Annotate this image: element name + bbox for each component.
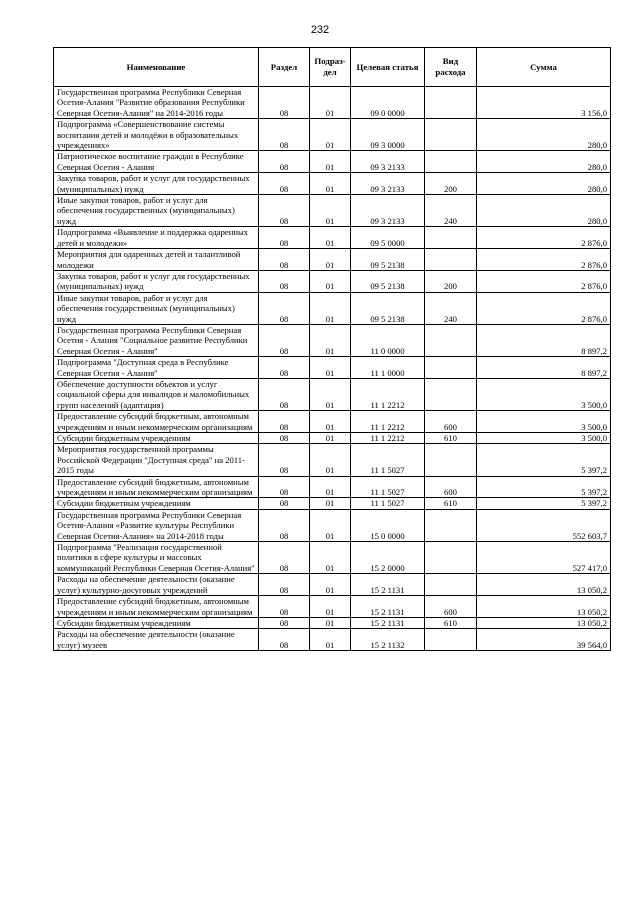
page-number: 232 <box>310 24 330 36</box>
row-section: 08 <box>259 509 310 541</box>
row-amount: 280,0 <box>477 173 611 195</box>
row-section: 08 <box>259 617 310 628</box>
row-expense: 610 <box>425 433 477 444</box>
row-expense <box>425 357 477 379</box>
row-section: 08 <box>259 574 310 596</box>
row-target: 09 3 2133 <box>351 151 425 173</box>
row-section: 08 <box>259 173 310 195</box>
row-subsection: 01 <box>310 173 351 195</box>
row-amount: 3 500,0 <box>477 433 611 444</box>
table-header-row <box>54 48 611 87</box>
table-body <box>54 87 611 651</box>
row-name: Субсидии бюджетным учреждениям <box>54 498 259 509</box>
row-name: Подпрограмма «Совершенствование системы воспитания детей и молодёжи в образовательных учреждениях» <box>54 119 259 151</box>
table-row <box>54 87 611 119</box>
row-target: 15 2 0000 <box>351 542 425 574</box>
row-expense: 600 <box>425 476 477 498</box>
row-subsection: 01 <box>310 292 351 324</box>
row-section: 08 <box>259 357 310 379</box>
row-expense <box>425 629 477 651</box>
row-section: 08 <box>259 498 310 509</box>
row-name: Патриотическое воспитание граждан в Республике Северная Осетия - Алания <box>54 151 259 173</box>
row-name: Обеспечение доступности объектов и услуг социальной сферы для инвалидов и маломобильных групп населений (адаптация) <box>54 378 259 410</box>
row-name: Расходы на обеспечение деятельности (оказание услуг) музеев <box>54 629 259 651</box>
table-row <box>54 476 611 498</box>
table-row <box>54 195 611 227</box>
row-target: 11 1 0000 <box>351 357 425 379</box>
row-name: Подпрограмма "Реализация государственной политики в сфере культуры и массовых коммуникаций Республики Северная Осетия-Алания" <box>54 542 259 574</box>
table-row <box>54 411 611 433</box>
row-name: Иные закупки товаров, работ и услуг для обеспечения государственных (муниципальных) нужд <box>54 292 259 324</box>
row-expense: 600 <box>425 596 477 618</box>
header-subsection: Подраз-дел <box>310 48 351 87</box>
row-subsection: 01 <box>310 195 351 227</box>
row-target: 11 1 5027 <box>351 476 425 498</box>
row-amount: 2 876,0 <box>477 292 611 324</box>
row-name: Государственная программа Республики Северная Осетия-Алания «Развитие культуры Республики Северная Осетия-Алания» на 2014-2018 годы <box>54 509 259 541</box>
row-name: Субсидии бюджетным учреждениям <box>54 617 259 628</box>
row-target: 09 0 0000 <box>351 87 425 119</box>
row-section: 08 <box>259 151 310 173</box>
row-expense: 200 <box>425 173 477 195</box>
table-row <box>54 270 611 292</box>
row-section: 08 <box>259 444 310 476</box>
row-section: 08 <box>259 433 310 444</box>
row-amount: 3 156,0 <box>477 87 611 119</box>
table-row <box>54 509 611 541</box>
row-subsection: 01 <box>310 476 351 498</box>
row-amount: 2 876,0 <box>477 249 611 271</box>
row-amount: 527 417,0 <box>477 542 611 574</box>
header-name: Наименование <box>54 48 259 87</box>
table-row <box>54 357 611 379</box>
row-amount: 280,0 <box>477 119 611 151</box>
row-section: 08 <box>259 195 310 227</box>
row-name: Иные закупки товаров, работ и услуг для обеспечения государственных (муниципальных) нужд <box>54 195 259 227</box>
table-row <box>54 119 611 151</box>
table-row <box>54 542 611 574</box>
row-expense: 600 <box>425 411 477 433</box>
row-target: 11 1 2212 <box>351 378 425 410</box>
row-expense <box>425 87 477 119</box>
row-expense: 200 <box>425 270 477 292</box>
table-row <box>54 444 611 476</box>
row-name: Предоставление субсидий бюджетным, автономным учреждениям и иным некоммерческим организациям <box>54 476 259 498</box>
row-expense <box>425 542 477 574</box>
table-row <box>54 433 611 444</box>
row-name: Закупка товаров, работ и услуг для государственных (муниципальных) нужд <box>54 173 259 195</box>
row-target: 11 1 2212 <box>351 411 425 433</box>
table-row <box>54 227 611 249</box>
row-expense <box>425 324 477 356</box>
row-target: 15 2 1131 <box>351 596 425 618</box>
row-subsection: 01 <box>310 542 351 574</box>
table-row <box>54 498 611 509</box>
row-target: 09 5 0000 <box>351 227 425 249</box>
row-amount: 39 564,0 <box>477 629 611 651</box>
row-target: 09 5 2138 <box>351 292 425 324</box>
row-section: 08 <box>259 270 310 292</box>
table-row <box>54 151 611 173</box>
row-name: Подпрограмма "Доступная среда в Республике Северная Осетия - Алания" <box>54 357 259 379</box>
row-expense: 610 <box>425 617 477 628</box>
row-name: Государственная программа Республики Северная Осетия-Алания "Развитие образования Республики Северная Осетия-Алания" на 2014-2016 годы <box>54 87 259 119</box>
row-expense: 240 <box>425 195 477 227</box>
row-amount: 13 050,2 <box>477 574 611 596</box>
table-row <box>54 173 611 195</box>
row-subsection: 01 <box>310 433 351 444</box>
row-expense <box>425 574 477 596</box>
table-row <box>54 617 611 628</box>
row-section: 08 <box>259 249 310 271</box>
row-name: Субсидии бюджетным учреждениям <box>54 433 259 444</box>
row-target: 15 2 1131 <box>351 617 425 628</box>
row-target: 15 2 1131 <box>351 574 425 596</box>
row-name: Закупка товаров, работ и услуг для государственных (муниципальных) нужд <box>54 270 259 292</box>
row-section: 08 <box>259 411 310 433</box>
row-amount: 5 397,2 <box>477 476 611 498</box>
row-subsection: 01 <box>310 227 351 249</box>
row-amount: 5 397,2 <box>477 444 611 476</box>
row-subsection: 01 <box>310 119 351 151</box>
row-section: 08 <box>259 227 310 249</box>
row-target: 11 0 0000 <box>351 324 425 356</box>
row-subsection: 01 <box>310 617 351 628</box>
header-expense: Вид расхода <box>425 48 477 87</box>
table-row <box>54 378 611 410</box>
row-subsection: 01 <box>310 444 351 476</box>
row-target: 09 5 2138 <box>351 270 425 292</box>
row-subsection: 01 <box>310 87 351 119</box>
row-target: 09 3 0000 <box>351 119 425 151</box>
row-target: 09 3 2133 <box>351 173 425 195</box>
row-name: Предоставление субсидий бюджетным, автономным учреждениям и иным некоммерческим организациям <box>54 411 259 433</box>
table-row <box>54 574 611 596</box>
row-expense <box>425 249 477 271</box>
row-section: 08 <box>259 378 310 410</box>
row-subsection: 01 <box>310 596 351 618</box>
row-target: 09 3 2133 <box>351 195 425 227</box>
row-amount: 8 897,2 <box>477 324 611 356</box>
row-section: 08 <box>259 629 310 651</box>
row-section: 08 <box>259 119 310 151</box>
row-subsection: 01 <box>310 357 351 379</box>
row-expense <box>425 151 477 173</box>
row-name: Подпрограмма «Выявление и поддержка одаренных детей и молодежи» <box>54 227 259 249</box>
row-amount: 2 876,0 <box>477 227 611 249</box>
row-section: 08 <box>259 292 310 324</box>
row-target: 11 1 2212 <box>351 433 425 444</box>
budget-table <box>53 47 611 651</box>
row-amount: 552 603,7 <box>477 509 611 541</box>
table-row <box>54 629 611 651</box>
row-subsection: 01 <box>310 151 351 173</box>
header-target: Целевая статья <box>351 48 425 87</box>
row-amount: 3 500,0 <box>477 378 611 410</box>
row-expense: 240 <box>425 292 477 324</box>
table-row <box>54 249 611 271</box>
row-name: Мероприятия для одаренных детей и талантливой молодежи <box>54 249 259 271</box>
row-target: 11 1 5027 <box>351 444 425 476</box>
row-amount: 13 050,2 <box>477 596 611 618</box>
row-amount: 280,0 <box>477 151 611 173</box>
row-target: 09 5 2138 <box>351 249 425 271</box>
row-subsection: 01 <box>310 378 351 410</box>
table-row <box>54 324 611 356</box>
table-row <box>54 292 611 324</box>
row-expense <box>425 509 477 541</box>
row-section: 08 <box>259 87 310 119</box>
row-target: 15 2 1132 <box>351 629 425 651</box>
row-subsection: 01 <box>310 270 351 292</box>
row-name: Предоставление субсидий бюджетным, автономным учреждениям и иным некоммерческим организациям <box>54 596 259 618</box>
header-amount: Сумма <box>477 48 611 87</box>
row-subsection: 01 <box>310 574 351 596</box>
row-expense <box>425 378 477 410</box>
row-subsection: 01 <box>310 249 351 271</box>
row-expense: 610 <box>425 498 477 509</box>
row-amount: 13 050,2 <box>477 617 611 628</box>
row-section: 08 <box>259 596 310 618</box>
row-expense <box>425 227 477 249</box>
header-section: Раздел <box>259 48 310 87</box>
row-amount: 5 397,2 <box>477 498 611 509</box>
row-section: 08 <box>259 324 310 356</box>
row-name: Расходы на обеспечение деятельности (оказание услуг) культурно-досуговых учреждений <box>54 574 259 596</box>
row-amount: 280,0 <box>477 195 611 227</box>
row-target: 15 0 0000 <box>351 509 425 541</box>
row-expense <box>425 119 477 151</box>
row-target: 11 1 5027 <box>351 498 425 509</box>
row-expense <box>425 444 477 476</box>
row-section: 08 <box>259 542 310 574</box>
row-amount: 3 500,0 <box>477 411 611 433</box>
table-row <box>54 596 611 618</box>
row-name: Мероприятия государственной программы Российской Федерации "Доступная среда" на 2011-2015 годы <box>54 444 259 476</box>
row-amount: 8 897,2 <box>477 357 611 379</box>
row-section: 08 <box>259 476 310 498</box>
row-name: Государственная программа Республики Северная Осетия - Алания "Социальное развитие Республики Северная Осетия - Алания" <box>54 324 259 356</box>
row-subsection: 01 <box>310 509 351 541</box>
row-subsection: 01 <box>310 629 351 651</box>
row-subsection: 01 <box>310 324 351 356</box>
row-subsection: 01 <box>310 411 351 433</box>
row-subsection: 01 <box>310 498 351 509</box>
row-amount: 2 876,0 <box>477 270 611 292</box>
